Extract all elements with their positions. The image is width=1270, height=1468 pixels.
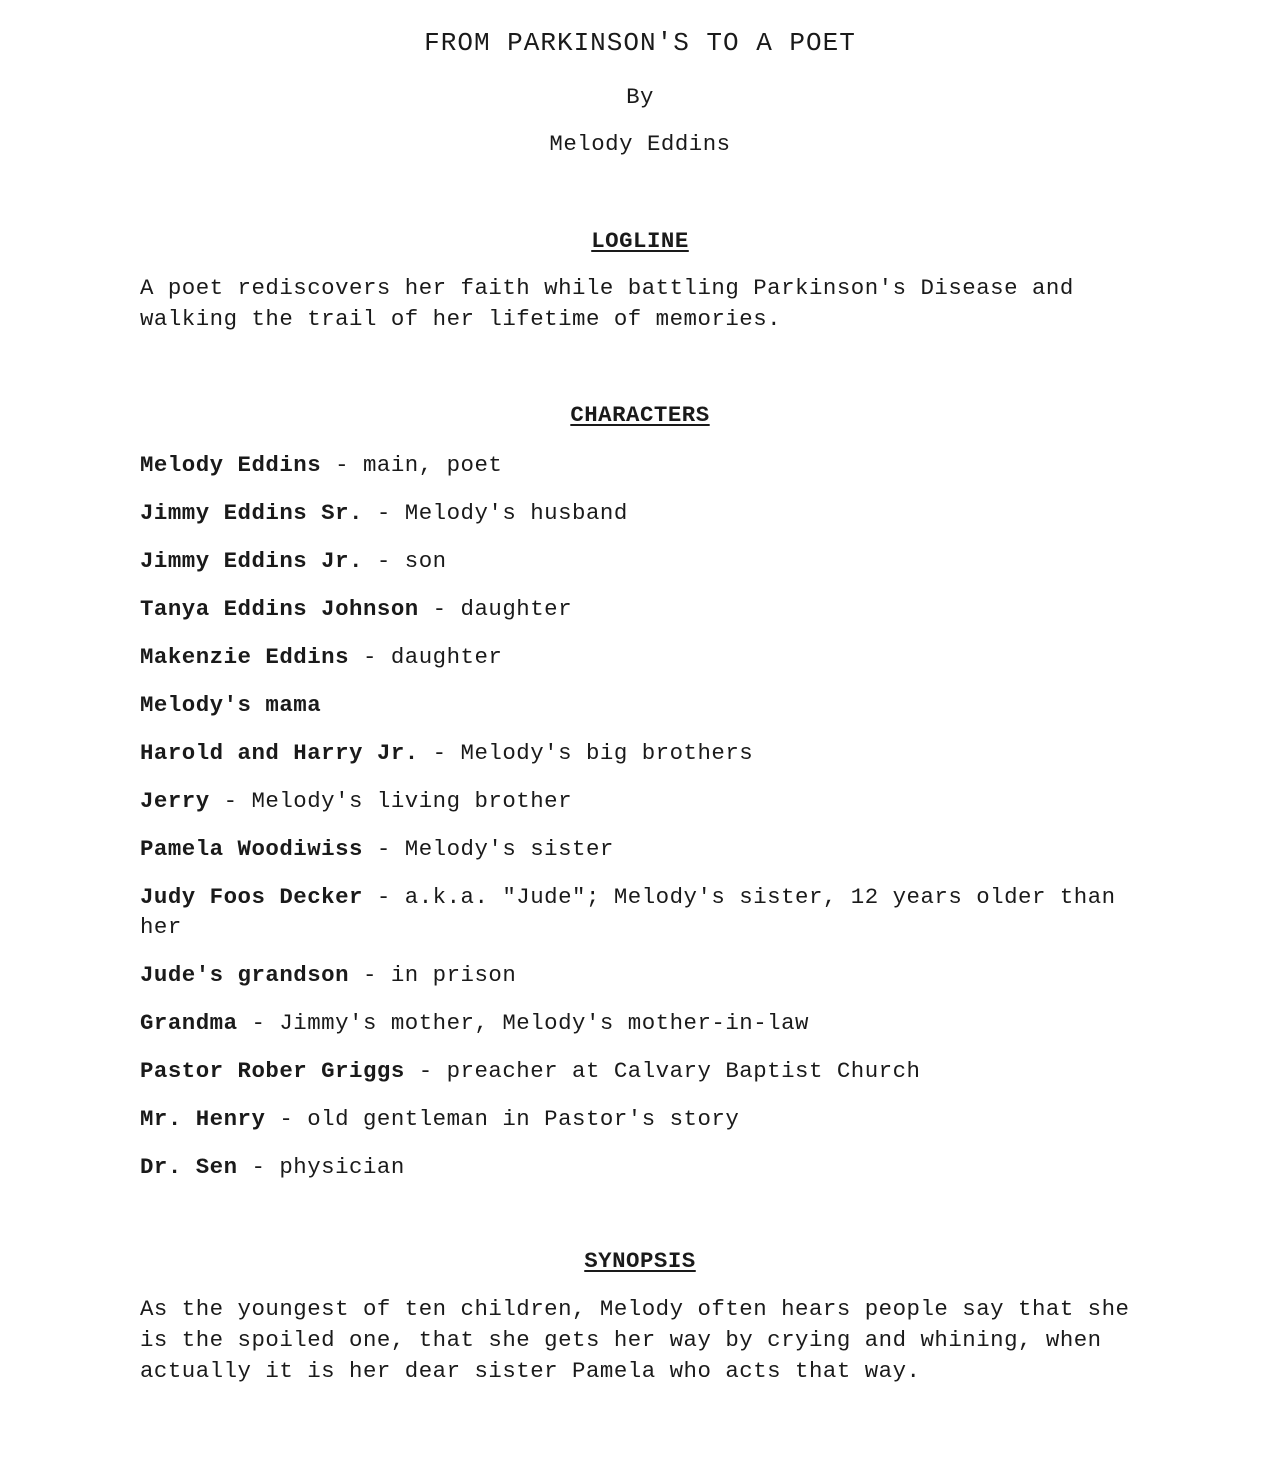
- character-entry: [140, 1008, 1140, 1038]
- character-description: - Melody's sister: [363, 836, 614, 862]
- synopsis-text: As the youngest of ten children, Melody often hears people say that she is the spoiled one, that she gets her way by crying and whining, when actually it is her dear sister Pamela who acts that way.: [140, 1296, 1130, 1384]
- character-entry: [140, 594, 1140, 624]
- character-name: Dr. Sen: [140, 1154, 238, 1180]
- character-entry: [140, 1104, 1140, 1134]
- character-entry: [140, 450, 1140, 480]
- character-entry: [140, 1056, 1140, 1086]
- character-name: Makenzie Eddins: [140, 644, 350, 670]
- character-description: - old gentleman in Pastor's story: [265, 1106, 740, 1132]
- character-name: Jerry: [140, 788, 210, 814]
- document-title: FROM PARKINSON'S TO A POET: [424, 28, 856, 58]
- logline-text: A poet rediscovers her faith while battling Parkinson's Disease and walking the trail of her lifetime of memories.: [140, 275, 1074, 332]
- character-entry: [140, 498, 1140, 528]
- character-description: - preacher at Calvary Baptist Church: [404, 1058, 921, 1084]
- characters-heading: CHARACTERS: [570, 402, 710, 428]
- character-name: Tanya Eddins Johnson: [140, 596, 419, 622]
- character-list: [140, 450, 1140, 1200]
- character-entry: [140, 882, 1140, 942]
- synopsis-heading: SYNOPSIS: [584, 1248, 696, 1274]
- character-name: Jimmy Eddins Jr.: [140, 548, 363, 574]
- character-name: Pamela Woodiwiss: [140, 836, 363, 862]
- character-description: - a.k.a. "Jude"; Melody's sister, 12 years older than her: [140, 884, 1116, 940]
- character-name: Judy Foos Decker: [140, 884, 363, 910]
- by-line: By: [626, 84, 654, 110]
- character-entry: [140, 546, 1140, 576]
- character-name: Mr. Henry: [140, 1106, 266, 1132]
- character-description: - Jimmy's mother, Melody's mother-in-law: [237, 1010, 809, 1036]
- character-name: Pastor Rober Griggs: [140, 1058, 405, 1084]
- character-description: - Melody's living brother: [209, 788, 573, 814]
- character-description: - son: [363, 548, 447, 574]
- character-entry: [140, 642, 1140, 672]
- character-name: Grandma: [140, 1010, 238, 1036]
- character-name: Melody Eddins: [140, 452, 322, 478]
- character-description: - daughter: [349, 644, 503, 670]
- character-entry: [140, 738, 1140, 768]
- character-entry: [140, 960, 1140, 990]
- logline-heading: LOGLINE: [591, 228, 689, 254]
- character-name: Melody's mama: [140, 692, 322, 718]
- character-description: - daughter: [418, 596, 573, 622]
- character-description: - Melody's big brothers: [418, 740, 754, 766]
- character-description: - in prison: [349, 962, 517, 988]
- character-name: Jude's grandson: [140, 962, 350, 988]
- character-description: - Melody's husband: [363, 500, 628, 526]
- character-entry: [140, 834, 1140, 864]
- character-entry: [140, 786, 1140, 816]
- author-name: Melody Eddins: [549, 131, 731, 157]
- character-description: - main, poet: [321, 452, 503, 478]
- character-entry: [140, 690, 1140, 720]
- character-name: Harold and Harry Jr.: [140, 740, 419, 766]
- character-entry: [140, 1152, 1140, 1182]
- character-name: Jimmy Eddins Sr.: [140, 500, 363, 526]
- character-description: - physician: [237, 1154, 405, 1180]
